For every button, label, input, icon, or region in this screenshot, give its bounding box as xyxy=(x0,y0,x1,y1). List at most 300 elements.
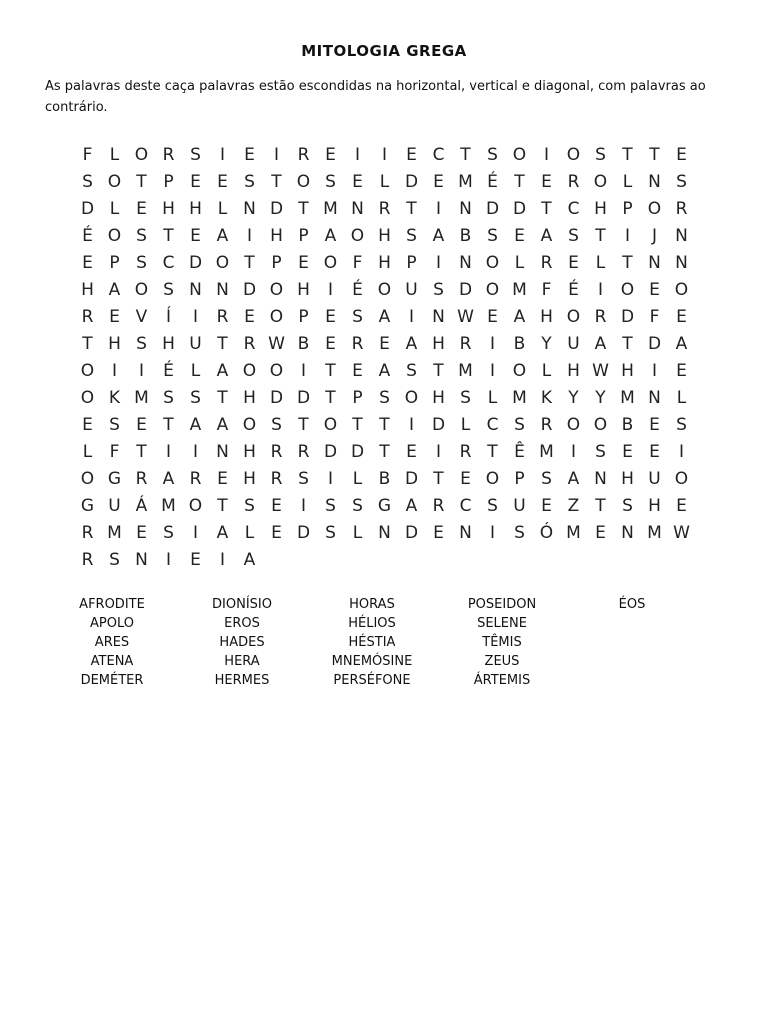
grid-letter: U xyxy=(108,495,121,516)
grid-letter: O xyxy=(80,468,95,489)
grid-letter: P xyxy=(298,225,309,246)
grid-letter: T xyxy=(298,198,309,219)
grid-letter: É xyxy=(568,279,579,300)
grid-letter: M xyxy=(512,387,527,408)
grid-letter: O xyxy=(188,495,203,516)
grid-letter: O xyxy=(269,360,284,381)
grid-letter: I xyxy=(489,360,495,381)
grid-letter: S xyxy=(136,225,147,246)
grid-letter: R xyxy=(81,306,94,327)
grid-letter: R xyxy=(378,198,391,219)
grid-letter: S xyxy=(325,495,336,516)
grid-letter: O xyxy=(242,360,257,381)
grid-letter: S xyxy=(325,171,336,192)
grid-letter: D xyxy=(80,198,95,219)
grid-letter: E xyxy=(433,522,444,543)
grid-letter: D xyxy=(269,387,284,408)
grid-letter: É xyxy=(82,225,93,246)
grid-letter: I xyxy=(192,441,198,462)
grid-letter: N xyxy=(459,198,472,219)
grid-letter: D xyxy=(296,522,311,543)
grid-letter: N xyxy=(432,306,445,327)
grid-letter: E xyxy=(190,549,201,570)
grid-letter: H xyxy=(378,225,391,246)
grid-letter: I xyxy=(192,522,198,543)
grid-letter: C xyxy=(162,252,175,273)
grid-letter: I xyxy=(273,144,279,165)
grid-letter: L xyxy=(217,198,228,219)
page-title: MITOLOGIA GREGA xyxy=(301,42,467,60)
grid-letter: D xyxy=(296,387,311,408)
grid-letter: I xyxy=(624,225,630,246)
grid-letter: S xyxy=(460,387,471,408)
grid-letter: A xyxy=(216,225,229,246)
grid-letter: E xyxy=(190,225,201,246)
grid-letter: T xyxy=(244,252,255,273)
grid-letter: T xyxy=(325,360,336,381)
grid-letter: I xyxy=(489,522,495,543)
grid-letter: R xyxy=(594,306,607,327)
grid-letter: O xyxy=(107,171,122,192)
grid-letter: I xyxy=(570,441,576,462)
grid-letter: E xyxy=(514,225,525,246)
grid-letter: S xyxy=(514,522,525,543)
grid-letter: M xyxy=(134,387,149,408)
grid-letter: H xyxy=(648,495,661,516)
grid-letter: O xyxy=(485,252,500,273)
grid-letter: E xyxy=(136,522,147,543)
grid-letter: I xyxy=(408,414,414,435)
grid-letter: M xyxy=(107,522,122,543)
grid-letter: E xyxy=(379,333,390,354)
word-item: PERSÉFONE xyxy=(333,673,411,688)
grid-letter: F xyxy=(109,441,120,462)
grid-letter: H xyxy=(189,198,202,219)
grid-letter: O xyxy=(350,225,365,246)
grid-letter: S xyxy=(595,441,606,462)
grid-letter: A xyxy=(378,360,391,381)
grid-letter: O xyxy=(269,306,284,327)
grid-letter: E xyxy=(271,495,282,516)
word-list-column xyxy=(177,595,307,690)
grid-letter: P xyxy=(622,198,633,219)
grid-letter: R xyxy=(162,144,175,165)
grid-letter: R xyxy=(270,441,283,462)
grid-letter: E xyxy=(136,414,147,435)
grid-letter: S xyxy=(487,495,498,516)
word-list-column xyxy=(437,595,567,690)
grid-letter: T xyxy=(622,333,633,354)
grid-letter: T xyxy=(622,252,633,273)
grid-letter: I xyxy=(219,144,225,165)
grid-letter: A xyxy=(594,333,607,354)
grid-letter: I xyxy=(381,144,387,165)
grid-letter: A xyxy=(108,279,121,300)
word-item: HERA xyxy=(224,654,260,669)
word-item: HADES xyxy=(219,635,265,650)
grid-letter: S xyxy=(244,171,255,192)
grid-letter: Ê xyxy=(514,441,525,462)
grid-letter: S xyxy=(541,468,552,489)
grid-letter: S xyxy=(352,495,363,516)
grid-letter: S xyxy=(514,414,525,435)
grid-letter: O xyxy=(215,252,230,273)
grid-letter: E xyxy=(325,144,336,165)
grid-letter: S xyxy=(487,144,498,165)
grid-letter: N xyxy=(675,252,688,273)
word-item: ÉOS xyxy=(618,597,646,612)
grid-letter: N xyxy=(648,171,661,192)
grid-letter: W xyxy=(592,360,609,381)
grid-letter: S xyxy=(136,333,147,354)
grid-letter: L xyxy=(676,387,687,408)
grid-letter: I xyxy=(192,306,198,327)
grid-letter: S xyxy=(244,495,255,516)
grid-letter: I xyxy=(327,279,333,300)
grid-letter: S xyxy=(487,225,498,246)
grid-letter: O xyxy=(107,225,122,246)
grid-letter: É xyxy=(487,171,498,192)
grid-letter: F xyxy=(352,252,363,273)
grid-letter: H xyxy=(162,333,175,354)
grid-letter: D xyxy=(458,279,473,300)
grid-letter: T xyxy=(379,414,390,435)
grid-letter: U xyxy=(405,279,418,300)
grid-letter: Á xyxy=(135,495,148,516)
grid-letter: A xyxy=(189,414,202,435)
grid-letter: N xyxy=(675,225,688,246)
grid-letter: N xyxy=(648,387,661,408)
grid-letter: O xyxy=(485,468,500,489)
grid-letter: H xyxy=(243,468,256,489)
grid-letter: P xyxy=(163,171,174,192)
grid-letter: B xyxy=(459,225,472,246)
grid-letter: P xyxy=(514,468,525,489)
grid-letter: A xyxy=(513,306,526,327)
grid-letter: I xyxy=(435,441,441,462)
grid-letter: D xyxy=(620,306,635,327)
grid-letter: S xyxy=(163,279,174,300)
grid-letter: R xyxy=(189,468,202,489)
grid-letter: M xyxy=(161,495,176,516)
grid-letter: B xyxy=(378,468,391,489)
grid-letter: T xyxy=(460,144,471,165)
grid-letter: L xyxy=(352,522,363,543)
grid-letter: E xyxy=(541,495,552,516)
grid-letter: H xyxy=(243,387,256,408)
grid-letter: D xyxy=(242,279,257,300)
grid-letter: N xyxy=(459,522,472,543)
grid-letter: N xyxy=(648,252,661,273)
grid-letter: T xyxy=(82,333,93,354)
word-search-grid xyxy=(74,141,695,573)
grid-letter: R xyxy=(567,171,580,192)
grid-letter: D xyxy=(404,522,419,543)
grid-letter: R xyxy=(432,495,445,516)
grid-letter: E xyxy=(217,171,228,192)
grid-letter: S xyxy=(676,171,687,192)
grid-letter: T xyxy=(217,387,228,408)
grid-letter: E xyxy=(487,306,498,327)
grid-letter: S xyxy=(136,252,147,273)
grid-letter: I xyxy=(111,360,117,381)
grid-letter: C xyxy=(459,495,472,516)
grid-letter: I xyxy=(678,441,684,462)
grid-letter: R xyxy=(270,468,283,489)
grid-letter: T xyxy=(352,414,363,435)
grid-letter: A xyxy=(675,333,688,354)
grid-letter: H xyxy=(432,387,445,408)
grid-letter: R xyxy=(459,333,472,354)
grid-letter: M xyxy=(647,522,662,543)
grid-letter: I xyxy=(165,441,171,462)
grid-letter: O xyxy=(80,387,95,408)
grid-letter: R xyxy=(297,144,310,165)
word-item: DIONÍSIO xyxy=(212,597,272,612)
grid-letter: L xyxy=(109,198,120,219)
grid-letter: E xyxy=(217,468,228,489)
grid-letter: S xyxy=(82,171,93,192)
grid-letter: S xyxy=(379,387,390,408)
grid-letter: N xyxy=(243,198,256,219)
word-item: POSEIDON xyxy=(467,597,537,612)
grid-letter: U xyxy=(189,333,202,354)
grid-letter: E xyxy=(676,306,687,327)
grid-letter: R xyxy=(459,441,472,462)
word-item: DEMÉTER xyxy=(80,673,144,688)
grid-letter: L xyxy=(190,360,201,381)
grid-letter: D xyxy=(404,468,419,489)
grid-letter: T xyxy=(595,225,606,246)
grid-letter: C xyxy=(486,414,499,435)
grid-letter: V xyxy=(135,306,148,327)
grid-letter: E xyxy=(325,306,336,327)
grid-letter: O xyxy=(323,414,338,435)
grid-letter: S xyxy=(406,225,417,246)
grid-letter: D xyxy=(512,198,527,219)
grid-letter: W xyxy=(673,522,690,543)
grid-letter: D xyxy=(323,441,338,462)
grid-letter: E xyxy=(676,144,687,165)
grid-letter: M xyxy=(539,441,554,462)
grid-letter: T xyxy=(649,144,660,165)
grid-letter: A xyxy=(216,522,229,543)
grid-letter: I xyxy=(138,360,144,381)
grid-letter: T xyxy=(217,495,228,516)
word-item: HÉSTIA xyxy=(348,635,396,650)
grid-letter: E xyxy=(406,144,417,165)
grid-letter: T xyxy=(433,468,444,489)
grid-letter: D xyxy=(647,333,662,354)
grid-letter: R xyxy=(135,468,148,489)
word-item: HERMES xyxy=(214,673,270,688)
grid-letter: A xyxy=(378,306,391,327)
grid-letter: S xyxy=(568,225,579,246)
grid-letter: É xyxy=(352,279,363,300)
grid-letter: S xyxy=(676,414,687,435)
grid-letter: E xyxy=(271,522,282,543)
grid-letter: E xyxy=(649,279,660,300)
grid-letter: A xyxy=(324,225,337,246)
grid-letter: O xyxy=(566,144,581,165)
grid-letter: E xyxy=(82,252,93,273)
grid-letter: O xyxy=(512,360,527,381)
grid-letter: S xyxy=(109,414,120,435)
grid-letter: D xyxy=(485,198,500,219)
grid-letter: N xyxy=(216,441,229,462)
grid-letter: I xyxy=(543,144,549,165)
grid-letter: O xyxy=(566,414,581,435)
grid-letter: H xyxy=(621,468,634,489)
grid-letter: E xyxy=(460,468,471,489)
grid-letter: L xyxy=(352,468,363,489)
grid-letter: H xyxy=(594,198,607,219)
word-item: AFRODITE xyxy=(79,597,145,612)
grid-letter: K xyxy=(108,387,121,408)
grid-letter: W xyxy=(268,333,285,354)
grid-letter: N xyxy=(351,198,364,219)
grid-letter: A xyxy=(216,414,229,435)
grid-letter: B xyxy=(621,414,634,435)
grid-letter: E xyxy=(109,306,120,327)
word-list-column xyxy=(567,595,697,690)
grid-letter: H xyxy=(162,198,175,219)
grid-letter: T xyxy=(298,414,309,435)
word-item: ARES xyxy=(94,635,130,650)
grid-letter: S xyxy=(595,144,606,165)
grid-letter: R xyxy=(243,333,256,354)
grid-letter: O xyxy=(593,171,608,192)
grid-letter: O xyxy=(647,198,662,219)
grid-letter: N xyxy=(594,468,607,489)
grid-letter: M xyxy=(323,198,338,219)
grid-letter: R xyxy=(675,198,688,219)
grid-letter: E xyxy=(190,171,201,192)
grid-letter: H xyxy=(297,279,310,300)
word-item: HORAS xyxy=(349,597,395,612)
grid-letter: O xyxy=(404,387,419,408)
grid-letter: S xyxy=(406,360,417,381)
word-item: ATENA xyxy=(90,654,134,669)
grid-letter: E xyxy=(622,441,633,462)
grid-letter: F xyxy=(649,306,660,327)
word-list-column xyxy=(307,595,437,690)
grid-letter: T xyxy=(622,144,633,165)
grid-letter: I xyxy=(165,549,171,570)
grid-letter: N xyxy=(216,279,229,300)
grid-letter: N xyxy=(135,549,148,570)
grid-letter: Ó xyxy=(539,522,554,543)
word-item: SELENE xyxy=(477,616,527,631)
grid-letter: E xyxy=(298,252,309,273)
grid-letter: H xyxy=(432,333,445,354)
grid-letter: T xyxy=(325,387,336,408)
grid-letter: T xyxy=(379,441,390,462)
grid-letter: S xyxy=(190,144,201,165)
grid-letter: O xyxy=(134,279,149,300)
word-item: APOLO xyxy=(90,616,134,631)
grid-letter: S xyxy=(271,414,282,435)
grid-letter: L xyxy=(622,171,633,192)
grid-letter: O xyxy=(566,306,581,327)
grid-letter: Y xyxy=(568,387,579,408)
grid-letter: I xyxy=(327,468,333,489)
grid-letter: M xyxy=(458,171,473,192)
grid-letter: U xyxy=(513,495,526,516)
grid-letter: C xyxy=(432,144,445,165)
grid-letter: G xyxy=(107,468,122,489)
grid-letter: A xyxy=(405,333,418,354)
grid-letter: U xyxy=(567,333,580,354)
grid-letter: E xyxy=(244,144,255,165)
grid-letter: L xyxy=(82,441,93,462)
grid-letter: L xyxy=(514,252,525,273)
grid-letter: R xyxy=(540,414,553,435)
grid-letter: T xyxy=(406,198,417,219)
grid-letter: N xyxy=(621,522,634,543)
grid-letter: H xyxy=(81,279,94,300)
grid-letter: P xyxy=(271,252,282,273)
word-item: ZEUS xyxy=(484,654,520,669)
grid-letter: O xyxy=(269,279,284,300)
word-item: TÊMIS xyxy=(482,635,522,650)
grid-letter: I xyxy=(597,279,603,300)
grid-letter: I xyxy=(354,144,360,165)
grid-letter: W xyxy=(457,306,474,327)
grid-letter: R xyxy=(351,333,364,354)
grid-letter: F xyxy=(82,144,93,165)
word-item: MNEMÓSINE xyxy=(331,654,413,669)
grid-letter: L xyxy=(460,414,471,435)
grid-letter: L xyxy=(109,144,120,165)
grid-letter: L xyxy=(487,387,498,408)
grid-letter: O xyxy=(485,279,500,300)
grid-letter: E xyxy=(568,252,579,273)
grid-letter: N xyxy=(459,252,472,273)
grid-letter: S xyxy=(352,306,363,327)
grid-letter: D xyxy=(431,414,446,435)
grid-letter: D xyxy=(269,198,284,219)
grid-letter: L xyxy=(379,171,390,192)
grid-letter: O xyxy=(377,279,392,300)
grid-letter: L xyxy=(541,360,552,381)
grid-letter: A xyxy=(567,468,580,489)
grid-letter: S xyxy=(298,468,309,489)
grid-letter: A xyxy=(243,549,256,570)
grid-letter: I xyxy=(435,252,441,273)
word-item: EROS xyxy=(224,616,260,631)
grid-letter: E xyxy=(595,522,606,543)
grid-letter: P xyxy=(352,387,363,408)
grid-letter: E xyxy=(352,171,363,192)
grid-letter: A xyxy=(162,468,175,489)
grid-letter: T xyxy=(217,333,228,354)
grid-letter: T xyxy=(163,414,174,435)
grid-letter: E xyxy=(406,441,417,462)
instructions-text: As palavras deste caça palavras estão escondidas na horizontal, vertical e diagonal, com palavras ao contrário. xyxy=(45,79,706,115)
grid-letter: Í xyxy=(165,306,171,327)
grid-letter: M xyxy=(566,522,581,543)
grid-letter: D xyxy=(188,252,203,273)
grid-letter: I xyxy=(219,549,225,570)
grid-letter: L xyxy=(595,252,606,273)
grid-letter: H xyxy=(108,333,121,354)
grid-letter: E xyxy=(82,414,93,435)
grid-letter: S xyxy=(163,522,174,543)
grid-letter: O xyxy=(674,279,689,300)
grid-letter: R xyxy=(216,306,229,327)
grid-letter: G xyxy=(80,495,95,516)
